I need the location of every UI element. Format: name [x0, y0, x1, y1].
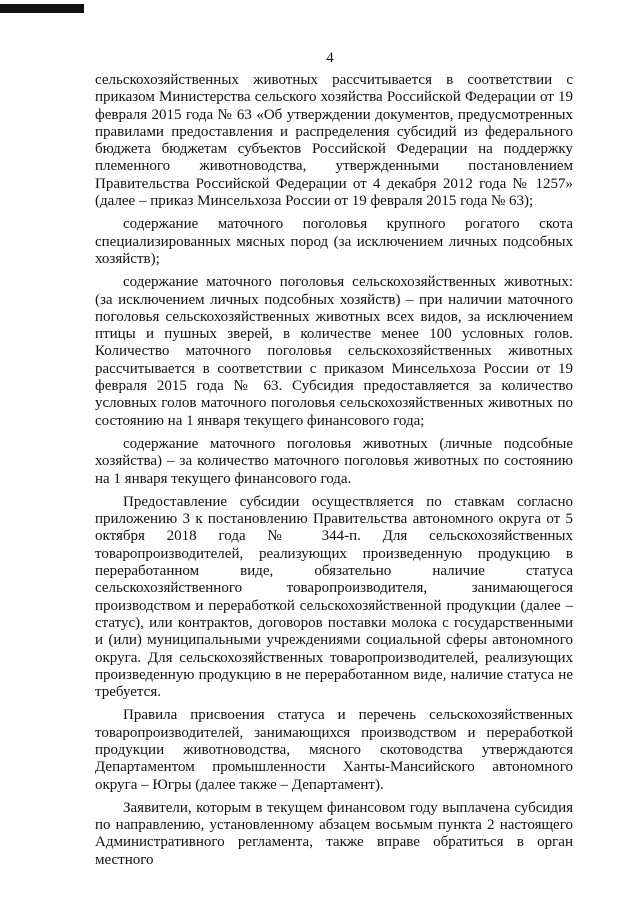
paragraph-3: содержание маточного поголовья сельскохозяйственных животных: (за исключением личных подсобных хозяйств) – при наличии маточного поголовья сельскохозяйственных животных всех видов, за исключением птицы и пушных зверей, в количестве менее 100 условных голов. Количество маточного поголовья сельскохозяйственных животных рассчитывается в соответствии с приказом Минсельхоза России от 19 февраля 2015 года № 63. Субсидия предоставляется за количество условных голов маточного поголовья сельскохозяйственных животных по состоянию на 1 января текущего финансового года; [95, 274, 573, 429]
paragraph-1: сельскохозяйственных животных рассчитывается в соответствии с приказом Министерства сельского хозяйства Российской Федерации от 19 февраля 2015 года № 63 «Об утверждении документов, предусмотренных правилами предоставления и распределения субсидий из федерального бюджета бюджетам субъектов Российской Федерации на поддержку племенного животноводства, утвержденными постановлением Правительства Российской Федерации от 4 декабря 2012 года № 1257» (далее – приказ Минсельхоза России от 19 февраля 2015 года № 63); [95, 72, 573, 210]
paragraph-6: Правила присвоения статуса и перечень сельскохозяйственных товаропроизводителей, занимающихся производством и переработкой продукции животноводства, мясного скотоводства утверждаются Департаментом промышленности Ханты-Мансийского автономного округа – Югры (далее также – Департамент). [95, 707, 573, 793]
page-number: 4 [326, 50, 334, 66]
paragraph-5: Предоставление субсидии осуществляется по ставкам согласно приложению 3 к постановлению Правительства автономного округа от 5 октября 2018 года № 344-п. Для сельскохозяйственных товаропроизводителей, реализующих произведенную продукцию в переработанном виде, обязательно наличие статуса сельскохозяйственного товаропроизводителя, занимающегося производством и переработкой сельскохозяйственной продукции (далее – статус), или контрактов, договоров поставки молока с государственными и (или) муниципальными учреждениями социальной сферы автономного округа. Для сельскохозяйственных товаропроизводителей, реализующих произведенную продукцию в не переработанном виде, наличие статуса не требуется. [95, 493, 573, 701]
header-rule-mark [0, 4, 84, 13]
paragraph-4: содержание маточного поголовья животных (личные подсобные хозяйства) – за количество маточного поголовья животных по состоянию на 1 января текущего финансового года. [95, 435, 573, 487]
paragraph-2: содержание маточного поголовья крупного рогатого скота специализированных мясных пород (за исключением личных подсобных хозяйств); [95, 216, 573, 267]
document-body [95, 72, 573, 875]
paragraph-7: Заявители, которым в текущем финансовом году выплачена субсидия по направлению, установленному абзацем восьмым пункта 2 настоящего Административного регламента, также вправе обратиться в орган местного [95, 799, 573, 868]
